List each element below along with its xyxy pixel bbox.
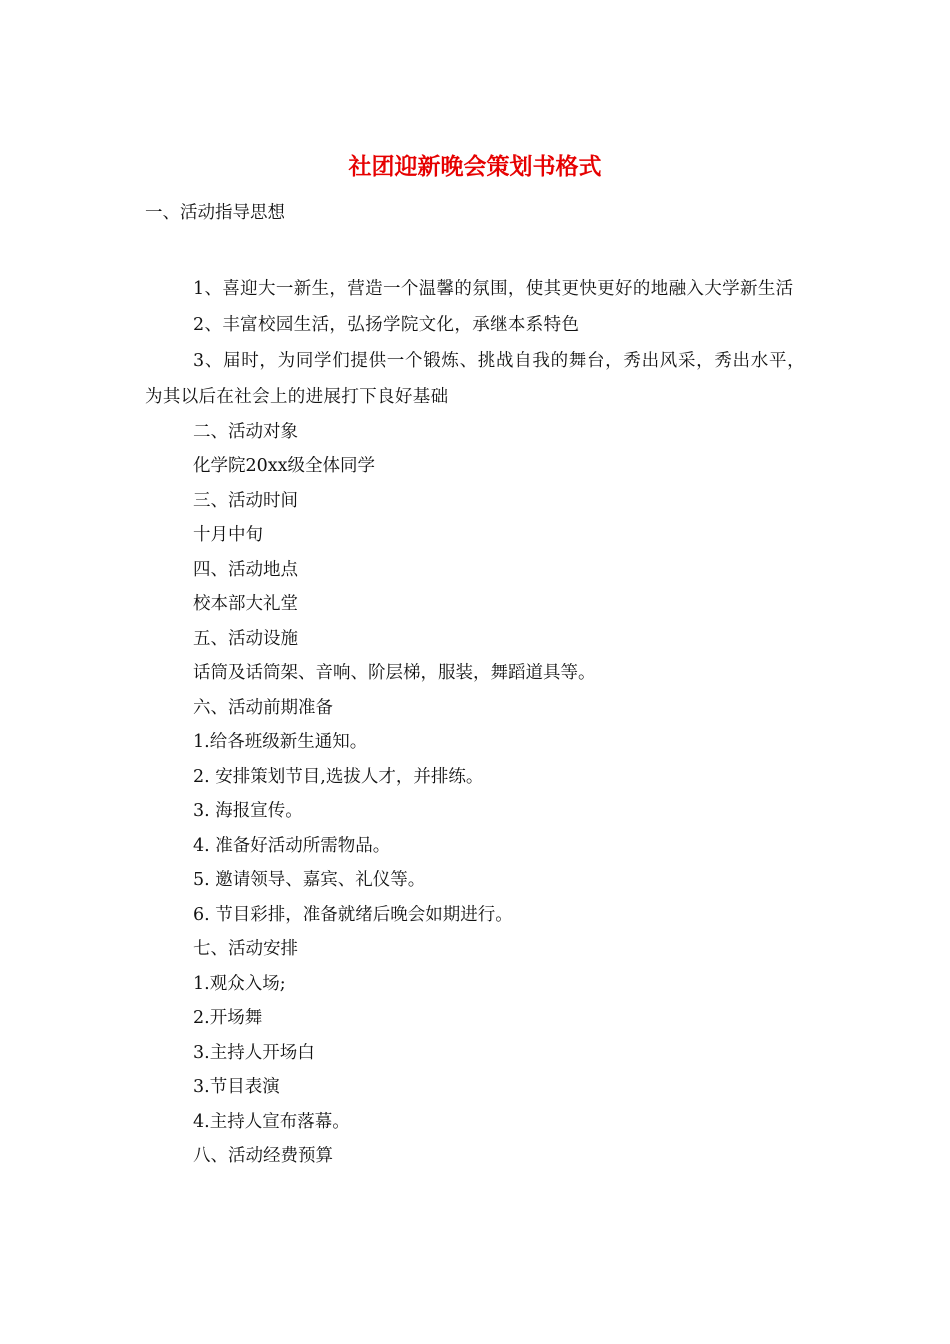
list-item: 6. 节目彩排，准备就绪后晚会如期进行。 bbox=[193, 904, 513, 925]
section-heading-4: 四、活动地点 bbox=[193, 559, 298, 580]
body-line: 十月中旬 bbox=[193, 525, 263, 545]
document-body bbox=[145, 196, 805, 1174]
section-heading-6: 六、活动前期准备 bbox=[193, 697, 333, 718]
list-item: 3.主持人开场白 bbox=[193, 1042, 315, 1063]
list-item: 4. 准备好活动所需物品。 bbox=[193, 835, 391, 856]
list-item: 5. 邀请领导、嘉宾、礼仪等。 bbox=[193, 870, 426, 890]
section-heading-1: 一、活动指导思想 bbox=[145, 203, 285, 223]
section-heading-5: 五、活动设施 bbox=[193, 628, 298, 649]
list-item: 1.给各班级新生通知。 bbox=[193, 732, 368, 752]
body-line: 化学院20xx级全体同学 bbox=[193, 456, 376, 476]
paragraph-1: 1、喜迎大一新生，营造一个温馨的氛围，使其更快更好的地融入大学新生活 bbox=[193, 278, 794, 299]
section-heading-8: 八、活动经费预算 bbox=[193, 1146, 333, 1166]
section-heading-7: 七、活动安排 bbox=[193, 939, 298, 959]
paragraph-2: 2、丰富校园生活，弘扬学院文化，承继本系特色 bbox=[193, 314, 580, 335]
body-line: 话筒及话筒架、音响、阶层梯，服装，舞蹈道具等。 bbox=[193, 663, 596, 683]
list-item: 3. 海报宣传。 bbox=[193, 801, 303, 821]
list-item: 1.观众入场; bbox=[193, 973, 286, 994]
list-item: 4.主持人宣布落幕。 bbox=[193, 1111, 350, 1132]
section-heading-2: 二、活动对象 bbox=[193, 421, 298, 442]
paragraph-3: 3、届时，为同学们提供一个锻炼、挑战自我的舞台，秀出风采，秀出水平，为其以后在社会上的进展打下良好基础 bbox=[145, 350, 805, 407]
blank-spacer bbox=[145, 231, 805, 271]
body-line: 校本部大礼堂 bbox=[193, 594, 298, 614]
document-title: 社团迎新晚会策划书格式 bbox=[348, 153, 602, 180]
list-item: 2.开场舞 bbox=[193, 1008, 263, 1028]
section-heading-3: 三、活动时间 bbox=[193, 490, 298, 511]
list-item: 3.节目表演 bbox=[193, 1077, 280, 1097]
list-item: 2. 安排策划节目,选拔人才，并排练。 bbox=[193, 766, 484, 787]
